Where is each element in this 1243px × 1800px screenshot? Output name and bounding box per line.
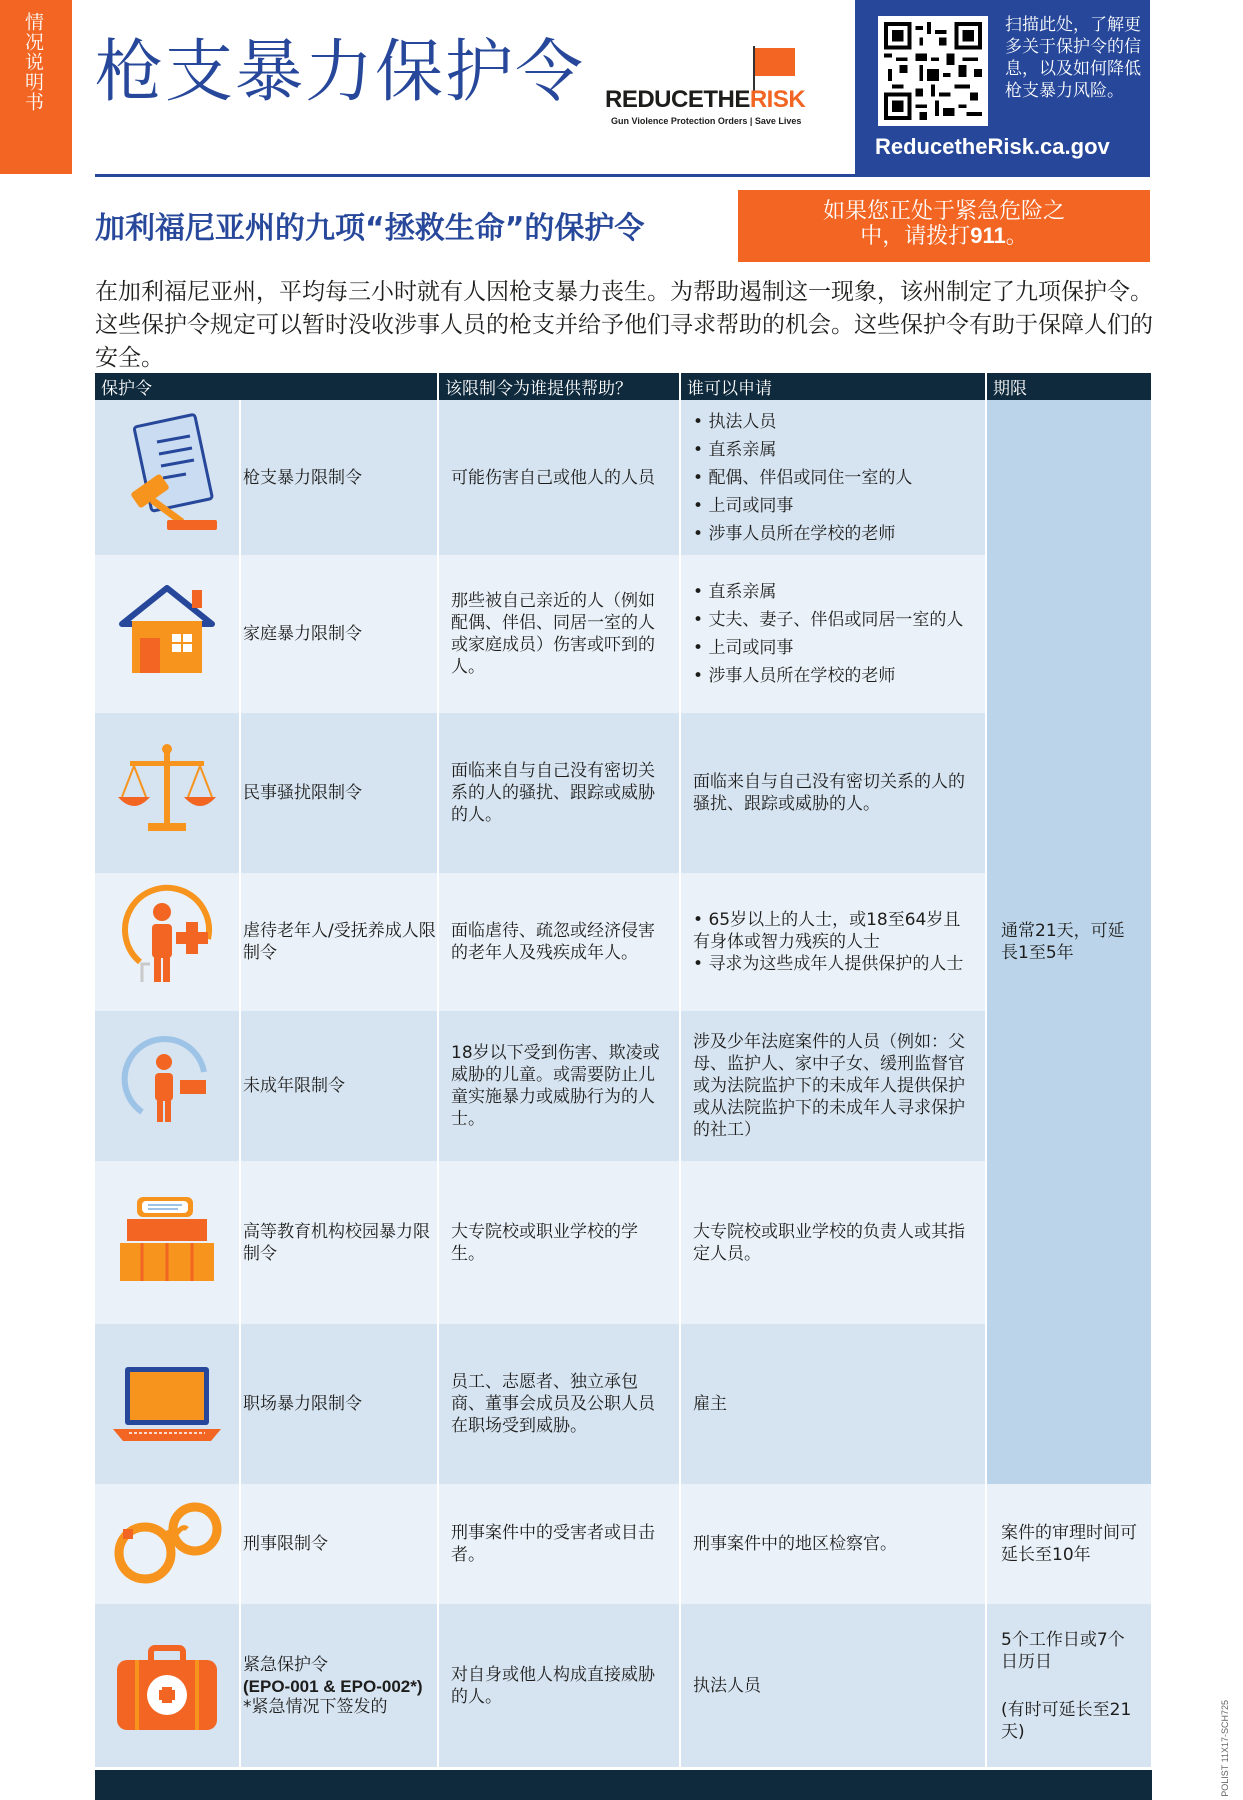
scales-icon (95, 713, 240, 873)
document-gavel-icon (95, 400, 240, 555)
footnote: *紧急情况下签发的 (243, 1696, 388, 1717)
page-title: 枪支暴力保护令 (95, 33, 586, 112)
table-row (95, 1484, 1152, 1604)
list-item: • 直系亲属 (693, 578, 977, 606)
list-item: • 寻求为这些成年人提供保护的人士 (693, 953, 977, 975)
list-item: • 上司或同事 (693, 492, 977, 520)
emergency-callout: 如果您正处于紧急危险之 中，请拨打911。 (738, 190, 1150, 262)
order-name: 紧急保护令 (EPO-001 & EPO-002*) *紧急情况下签发的 (240, 1604, 438, 1767)
order-name: 家庭暴力限制令 (240, 555, 438, 713)
who-helped: 大专院校或职业学校的学生。 (438, 1161, 680, 1324)
list-item: • 直系亲属 (693, 436, 977, 464)
subtitle: 加利福尼亚州的九项“拯救生命”的保护令 (95, 211, 645, 246)
table-row (95, 400, 1152, 555)
order-name: 民事骚扰限制令 (240, 713, 438, 873)
protection-orders-table (95, 373, 1153, 1767)
who-helped: 面临来自与自己没有密切关系的人的骚扰、跟踪或威胁的人。 (438, 713, 680, 873)
header-who-helped: 该限制令为谁提供帮助？ (438, 373, 680, 400)
reduce-the-risk-logo (605, 46, 825, 138)
list-item: • 涉事人员所在学校的老师 (693, 662, 977, 690)
who-can-apply (680, 400, 986, 555)
who-helped: 可能伤害自己或他人的人员 (438, 400, 680, 555)
duration: 5个工作日或7个日历日 (有时可延长至21天) (986, 1604, 1152, 1767)
qr-code-icon[interactable] (878, 16, 988, 126)
books-icon (95, 1161, 240, 1324)
order-name: 刑事限制令 (240, 1484, 438, 1604)
header-who-can-apply: 谁可以申请 (680, 373, 986, 400)
form-numbers: (EPO-001 & EPO-002*) (243, 1676, 423, 1696)
qr-instructions: 扫描此处，了解更多关于保护令的信息，以及如何降低枪支暴力风险。 (1005, 15, 1141, 101)
handcuffs-icon (95, 1484, 240, 1604)
list-item: • 上司或同事 (693, 634, 977, 662)
first-aid-icon (95, 1604, 240, 1767)
fact-sheet-label: 情况说明书 (22, 12, 44, 112)
order-name: 虐待老年人/受抚养成人限制令 (240, 873, 438, 1011)
order-name: 高等教育机构校园暴力限制令 (240, 1161, 438, 1324)
who-can-apply: 面临来自与自己没有密切关系的人的骚扰、跟踪或威胁的人。 (680, 713, 986, 873)
intro-paragraph: 在加利福尼亚州，平均每三小时就有人因枪支暴力丧生。为帮助遏制这一现象，该州制定了九项保护令。这些保护令规定可以暂时没收涉事人员的枪支并给予他们寻求帮助的机会。这些保护令有助于保障人们的安全。 (95, 279, 1153, 371)
qr-panel (855, 0, 1150, 175)
who-helped: 18岁以下受到伤害、欺凌或威胁的儿童。或需要防止儿童实施暴力或威胁行为的人士。 (438, 1011, 680, 1161)
logo-wordmark: REDUCETHERISK (605, 86, 806, 113)
list-item: • 65岁以上的人士，或18至64岁且有身体或智力残疾的人士 (693, 909, 977, 953)
who-can-apply (680, 873, 986, 1011)
who-can-apply: 刑事案件中的地区检察官。 (680, 1484, 986, 1604)
duration: 案件的审理时间可延长至10年 (986, 1484, 1152, 1604)
order-name: 职场暴力限制令 (240, 1324, 438, 1484)
document-code: POLIST 11X17-SCH725 (1220, 1700, 1230, 1797)
elder-icon (95, 873, 240, 1011)
order-name: 枪支暴力限制令 (240, 400, 438, 555)
header-order: 保护令 (95, 373, 438, 400)
who-helped: 面临虐待、疏忽或经济侵害的老年人及残疾成年人。 (438, 873, 680, 1011)
house-icon (95, 555, 240, 713)
list-item: • 涉事人员所在学校的老师 (693, 520, 977, 548)
who-helped: 那些被自己亲近的人（例如配偶、伴侣、同居一室的人或家庭成员）伤害或吓到的人。 (438, 555, 680, 713)
list-item: • 丈夫、妻子、伴侣或同居一室的人 (693, 606, 977, 634)
order-name: 未成年限制令 (240, 1011, 438, 1161)
who-can-apply: 大专院校或职业学校的负责人或其指定人员。 (680, 1161, 986, 1324)
who-can-apply: 执法人员 (680, 1604, 986, 1767)
child-icon (95, 1011, 240, 1161)
footer-bar (95, 1770, 1152, 1800)
who-helped: 员工、志愿者、独立承包商、董事会成员及公职人员在职场受到威胁。 (438, 1324, 680, 1484)
bear-flag-icon (755, 48, 795, 76)
website-link[interactable]: ReducetheRisk.ca.gov (875, 134, 1110, 159)
shared-duration: 通常21天，可延長1至5年 (986, 400, 1152, 1484)
table-row (95, 1604, 1152, 1767)
table-header-row (95, 373, 1152, 400)
header-divider (95, 174, 1150, 177)
list-item: • 执法人员 (693, 408, 977, 436)
header-duration: 期限 (986, 373, 1152, 400)
who-helped: 对自身或他人构成直接威胁的人。 (438, 1604, 680, 1767)
who-can-apply: 雇主 (680, 1324, 986, 1484)
fact-sheet-tab (0, 0, 72, 174)
who-helped: 刑事案件中的受害者或目击者。 (438, 1484, 680, 1604)
who-can-apply (680, 555, 986, 713)
list-item: • 配偶、伴侣或同住一室的人 (693, 464, 977, 492)
who-can-apply: 涉及少年法庭案件的人员（例如：父母、监护人、家中子女、缓刑监督官或为法院监护下的未成年人提供保护或从法院监护下的未成年人寻求保护的社工） (680, 1011, 986, 1161)
laptop-icon (95, 1324, 240, 1484)
logo-tagline: Gun Violence Protection Orders | Save Lives (611, 116, 802, 126)
emergency-number: 911 (970, 223, 1006, 248)
